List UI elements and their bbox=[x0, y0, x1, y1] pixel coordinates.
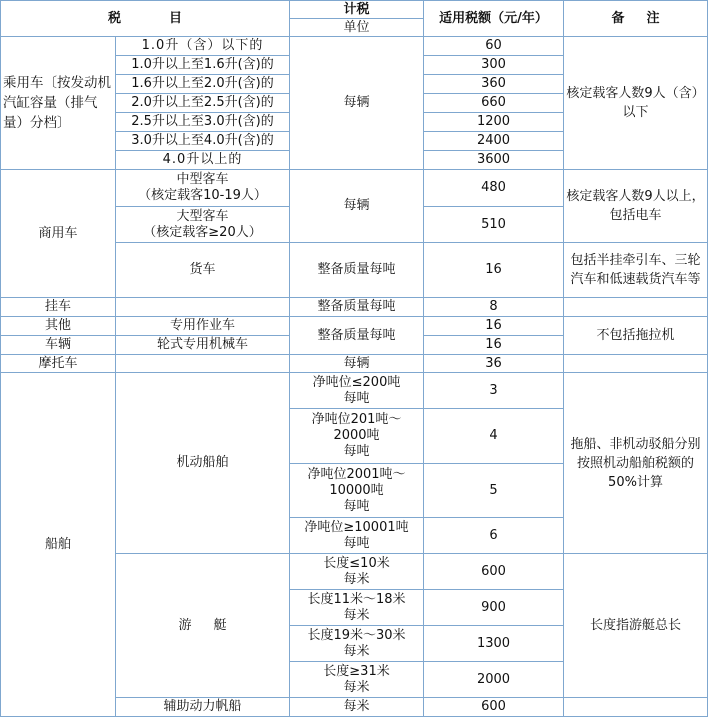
passenger-car-tier-label: 3.0升以上至4.0升(含)的 bbox=[116, 132, 290, 151]
motor-vessel-unit bbox=[290, 464, 424, 518]
wheeled-machinery-label: 轮式专用机械车 bbox=[116, 336, 290, 355]
yacht-label-right: 艇 bbox=[213, 617, 227, 633]
motor-vessel-unit-line3: 每吨 bbox=[343, 390, 370, 406]
motorcycle-subitem bbox=[116, 355, 290, 373]
motor-vessel-unit bbox=[290, 409, 424, 464]
truck-label: 货车 bbox=[116, 243, 290, 298]
medium-bus-amount: 480 bbox=[424, 170, 564, 207]
passenger-car-tier-amount: 300 bbox=[424, 56, 564, 75]
header-tax-item bbox=[1, 1, 290, 37]
header-tax-item-right: 目 bbox=[169, 10, 183, 26]
trailer-amount: 8 bbox=[424, 298, 564, 317]
motor-vessel-unit bbox=[290, 373, 424, 409]
motor-vessel-unit-line1: 净吨位≥10001吨 bbox=[304, 519, 409, 535]
motor-vessel-unit-line1: 净吨位201吨～ bbox=[311, 412, 402, 427]
yacht-unit bbox=[290, 662, 424, 698]
large-bus-detail: （核定载客≥20人） bbox=[143, 224, 262, 240]
yacht-unit-line1: 长度11米～18米 bbox=[307, 591, 406, 607]
yacht-label bbox=[116, 554, 290, 698]
trailer-subitem bbox=[116, 298, 290, 317]
medium-bus-name: 中型客车 bbox=[176, 172, 229, 187]
yacht-amount: 1300 bbox=[424, 626, 564, 662]
passenger-car-tier-amount: 60 bbox=[424, 37, 564, 56]
motorcycle-category: 摩托车 bbox=[1, 355, 116, 373]
motor-vessel-unit-line3: 每吨 bbox=[343, 535, 370, 551]
aux-sailboat-note bbox=[564, 698, 708, 717]
trailer-note bbox=[564, 298, 708, 317]
motor-vessel-unit-line1: 净吨位2001吨～ bbox=[307, 466, 406, 482]
motor-vessel-amount: 6 bbox=[424, 518, 564, 554]
passenger-car-tier-label: 1.6升以上至2.0升(含)的 bbox=[116, 75, 290, 94]
header-tax-item-left: 税 bbox=[107, 10, 121, 26]
passenger-car-tier-amount: 660 bbox=[424, 94, 564, 113]
medium-bus-label bbox=[116, 170, 290, 207]
motorcycle-note bbox=[564, 355, 708, 373]
commercial-vehicle-category: 商用车 bbox=[1, 170, 116, 298]
yacht-unit bbox=[290, 590, 424, 626]
motor-vessel-note: 拖船、非机动驳船分别按照机动船舶税额的50%计算 bbox=[564, 373, 708, 554]
yacht-amount: 2000 bbox=[424, 662, 564, 698]
yacht-note: 长度指游艇总长 bbox=[564, 554, 708, 698]
header-note-left: 备 bbox=[611, 10, 625, 26]
passenger-car-unit: 每辆 bbox=[290, 37, 424, 170]
table-row bbox=[1, 170, 708, 207]
other-vehicles-category-bottom: 车辆 bbox=[1, 336, 116, 355]
trailer-category: 挂车 bbox=[1, 298, 116, 317]
yacht-unit-line2: 每米 bbox=[343, 679, 370, 695]
header-unit-bottom: 单位 bbox=[290, 19, 424, 37]
motorcycle-amount: 36 bbox=[424, 355, 564, 373]
aux-sailboat-unit: 每米 bbox=[290, 698, 424, 717]
large-bus-amount: 510 bbox=[424, 207, 564, 243]
motor-vessel-amount: 5 bbox=[424, 464, 564, 518]
passenger-car-tier-amount: 2400 bbox=[424, 132, 564, 151]
table-row bbox=[1, 317, 708, 336]
yacht-unit-line2: 每米 bbox=[343, 643, 370, 659]
header-row bbox=[1, 1, 708, 19]
motor-vessel-amount: 4 bbox=[424, 409, 564, 464]
motor-vessel-label: 机动船舶 bbox=[116, 373, 290, 554]
table-row bbox=[1, 37, 708, 56]
special-work-vehicle-label: 专用作业车 bbox=[116, 317, 290, 336]
bus-unit: 每辆 bbox=[290, 170, 424, 243]
truck-note: 包括半挂牵引车、三轮汽车和低速载货汽车等 bbox=[564, 243, 708, 298]
yacht-amount: 900 bbox=[424, 590, 564, 626]
medium-bus-detail: （核定载客10-19人） bbox=[138, 188, 267, 203]
other-vehicles-note: 不包括拖拉机 bbox=[564, 317, 708, 355]
yacht-amount: 600 bbox=[424, 554, 564, 590]
special-work-vehicle-amount: 16 bbox=[424, 317, 564, 336]
motor-vessel-unit bbox=[290, 518, 424, 554]
yacht-unit bbox=[290, 626, 424, 662]
large-bus-name: 大型客车 bbox=[176, 208, 229, 224]
trailer-unit: 整备质量每吨 bbox=[290, 298, 424, 317]
passenger-car-tier-label: 2.5升以上至3.0升(含)的 bbox=[116, 113, 290, 132]
vessel-category: 船舶 bbox=[1, 373, 116, 717]
yacht-unit-line2: 每米 bbox=[343, 571, 370, 587]
passenger-car-tier-label: 4.0升以上的 bbox=[116, 151, 290, 170]
bus-note: 核定载客人数9人以上，包括电车 bbox=[564, 170, 708, 243]
passenger-car-tier-amount: 1200 bbox=[424, 113, 564, 132]
yacht-unit-line1: 长度≥31米 bbox=[323, 663, 390, 679]
yacht-unit-line1: 长度19米～30米 bbox=[307, 627, 406, 643]
truck-amount: 16 bbox=[424, 243, 564, 298]
yacht-unit-line1: 长度≤10米 bbox=[323, 555, 390, 571]
yacht-unit bbox=[290, 554, 424, 590]
passenger-car-tier-amount: 3600 bbox=[424, 151, 564, 170]
motor-vessel-unit-line3: 每吨 bbox=[343, 498, 370, 514]
other-vehicles-unit: 整备质量每吨 bbox=[290, 317, 424, 355]
truck-unit: 整备质量每吨 bbox=[290, 243, 424, 298]
table-row bbox=[1, 355, 708, 373]
aux-sailboat-amount: 600 bbox=[424, 698, 564, 717]
motor-vessel-unit-line2: 10000吨 bbox=[329, 482, 384, 498]
passenger-car-tier-amount: 360 bbox=[424, 75, 564, 94]
passenger-car-note: 核定载客人数9人（含）以下 bbox=[564, 37, 708, 170]
wheeled-machinery-amount: 16 bbox=[424, 336, 564, 355]
yacht-unit-line2: 每米 bbox=[343, 607, 370, 623]
motor-vessel-unit-line3: 每吨 bbox=[343, 444, 370, 459]
header-amount: 适用税额（元/年） bbox=[424, 1, 564, 37]
motorcycle-unit: 每辆 bbox=[290, 355, 424, 373]
passenger-car-category: 乘用车〔按发动机汽缸容量（排气量）分档〕 bbox=[1, 37, 116, 170]
header-note-right: 注 bbox=[646, 10, 660, 26]
motor-vessel-unit-line2: 2000吨 bbox=[333, 428, 380, 443]
header-note bbox=[564, 1, 708, 37]
passenger-car-tier-label: 1.0升（含）以下的 bbox=[116, 37, 290, 56]
table-row bbox=[1, 298, 708, 317]
yacht-label-left: 游 bbox=[178, 617, 192, 633]
motor-vessel-unit-line1: 净吨位≤200吨 bbox=[312, 374, 401, 390]
aux-sailboat-label: 辅助动力帆船 bbox=[116, 698, 290, 717]
motor-vessel-amount: 3 bbox=[424, 373, 564, 409]
table-row bbox=[1, 373, 708, 409]
header-unit-top: 计税 bbox=[290, 1, 424, 19]
passenger-car-tier-label: 1.0升以上至1.6升(含)的 bbox=[116, 56, 290, 75]
large-bus-label bbox=[116, 207, 290, 243]
other-vehicles-category-top: 其他 bbox=[1, 317, 116, 336]
passenger-car-tier-label: 2.0升以上至2.5升(含)的 bbox=[116, 94, 290, 113]
